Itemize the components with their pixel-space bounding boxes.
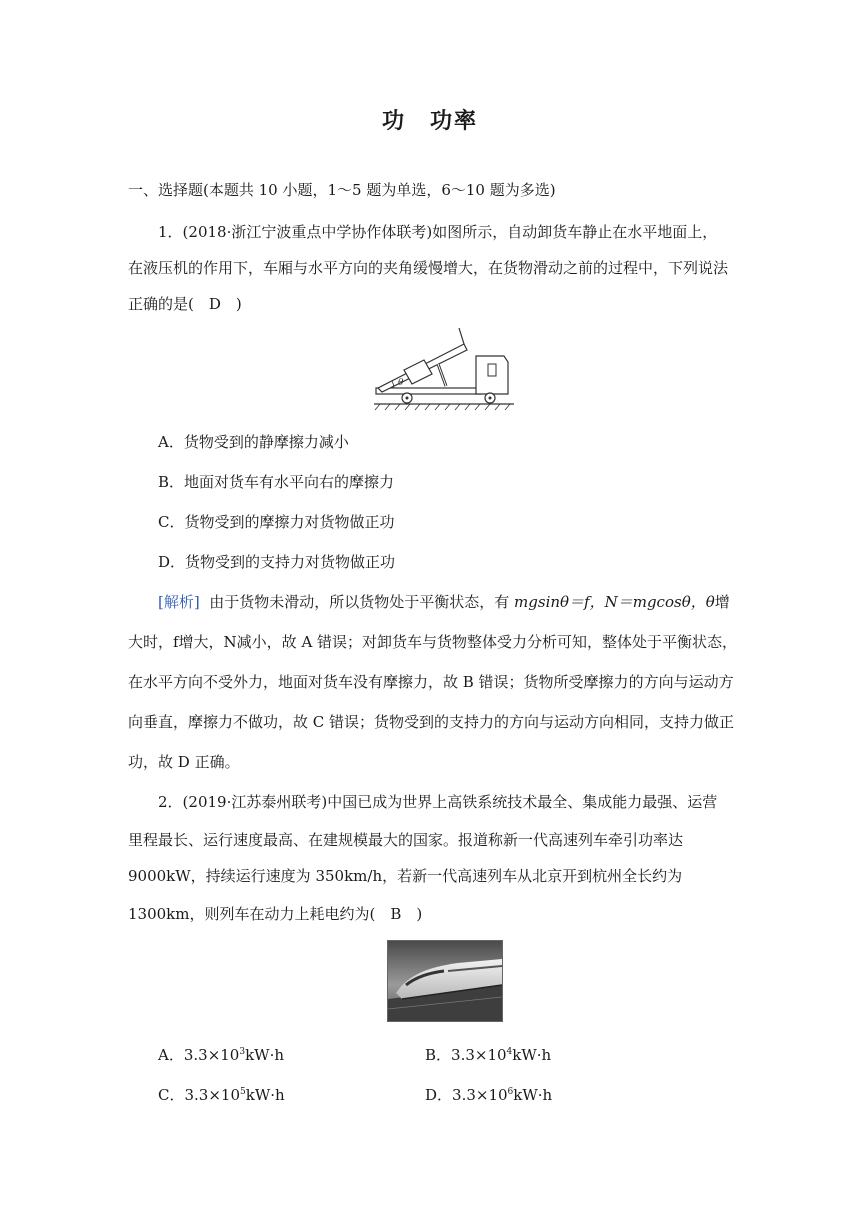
q1-analysis-line-2: 大时，f增大，N减小，故 A 错误；对卸货车与货物整体受力分析可知，整体处于平衡状态， (128, 633, 738, 651)
q1-option-b: B．地面对货车有水平向右的摩擦力 (158, 473, 395, 491)
q1-analysis-line-3: 在水平方向不受外力，地面对货车没有摩擦力，故 B 错误；货物所受摩擦力的方向与运动方 (128, 673, 734, 691)
q1-option-d: D．货物受到的支持力对货物做正功 (158, 553, 396, 571)
q1-stem-line-1: 1．(2018·浙江宁波重点中学协作体联考)如图所示，自动卸货车静止在水平地面上， (158, 223, 718, 241)
q1-analysis-line-1 (158, 592, 738, 612)
analysis-text: 由于货物未滑动，所以货物处于平衡状态，有 (209, 593, 515, 611)
q2-option-b: B．$3.3\times 10^4kW\cdot h$ (425, 1046, 552, 1064)
analysis-tag: [解析] (158, 593, 200, 611)
page-title: 功 功率 (381, 108, 478, 134)
high-speed-train-photo (387, 940, 503, 1022)
dump-truck-figure (370, 326, 518, 412)
q1-stem-line-3: 正确的是( D ) (128, 295, 242, 313)
q1-stem-line-2: 在液压机的作用下，车厢与水平方向的夹角缓慢增大，在货物滑动之前的过程中，下列说法 (128, 259, 729, 277)
q2-option-d: D．$3.3\times 10^6kW\cdot h$ (425, 1086, 553, 1104)
q1-option-a: A．货物受到的静摩擦力减小 (158, 433, 349, 451)
analysis-text-end: 增 (714, 593, 730, 611)
q2-option-c: C．$3.3\times 10^5kW\cdot h$ (158, 1086, 285, 1104)
q2-stem-line-1: 2．(2019·江苏泰州联考)中国已成为世界上高铁系统技术最全、集成能力最强、运营 (158, 793, 718, 811)
q1-analysis-line-4: 向垂直，摩擦力不做功，故 C 错误；货物受到的支持力的方向与运动方向相同，支持力做正 (128, 713, 735, 731)
q1-option-c: C．货物受到的摩擦力对货物做正功 (158, 513, 395, 531)
q2-stem-line-2: 里程最长、运行速度最高、在建规模最大的国家。报道称新一代高速列车牵引功率达 (128, 831, 684, 849)
q2-option-a: A．$3.3\times 10^3kW\cdot h$ (158, 1046, 285, 1064)
theta-label: θ (398, 378, 404, 388)
section-heading: 一、选择题(本题共 10 小题，1～5 题为单选，6～10 题为多选) (128, 181, 556, 199)
analysis-formula: mgsinθ＝f，N＝mgcosθ，θ (514, 593, 715, 611)
q2-stem-line-3: 9000kW，持续运行速度为 350km/h，若新一代高速列车从北京开到杭州全长约为 (128, 867, 683, 885)
q1-analysis-line-5: 功，故 D 正确。 (128, 753, 240, 771)
q2-stem-line-4: 1300km，则列车在动力上耗电约为( B ) (128, 905, 423, 923)
